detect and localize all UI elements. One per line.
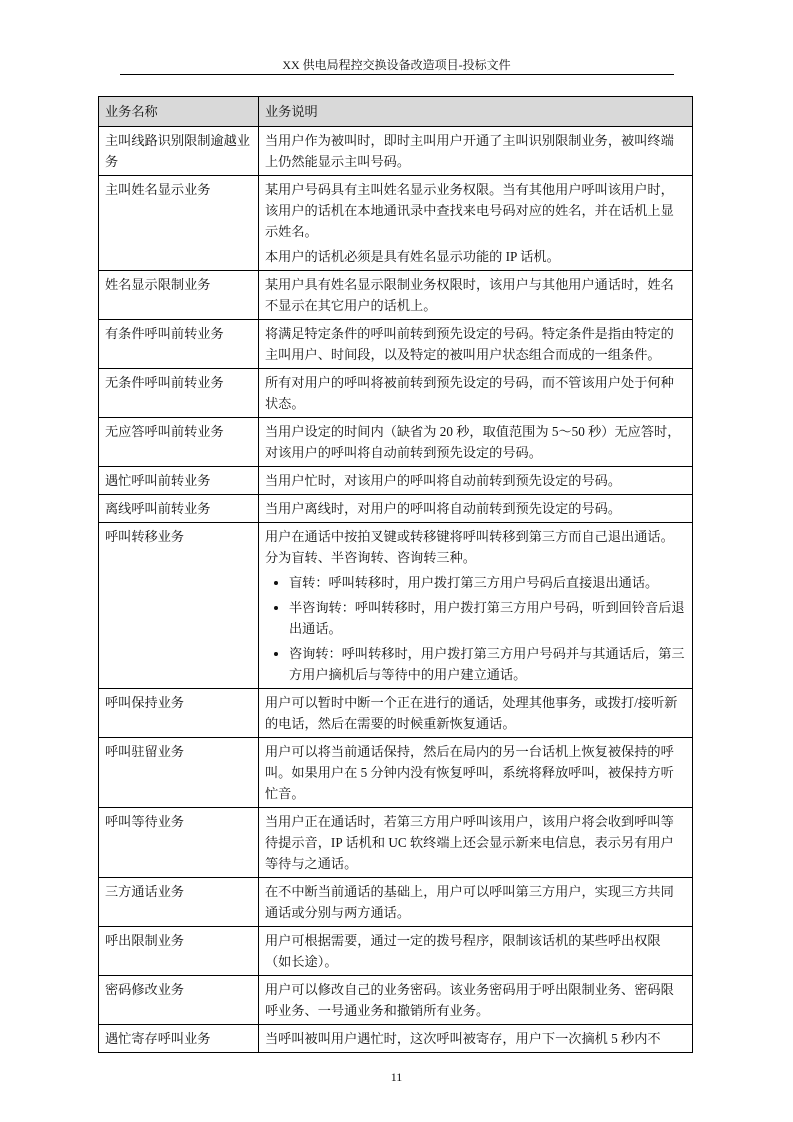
description-paragraph: 用户可以将当前通话保持，然后在局内的另一台话机上恢复被保持的呼叫。如果用户在 5 分钟内没有恢复呼叫，系统将释放呼叫，被保持方听忙音。 bbox=[265, 744, 674, 801]
description-paragraph: 用户可以暂时中断一个正在进行的通话，处理其他事务，或拨打/接听新的电话，然后在需要的时候重新恢复通话。 bbox=[265, 695, 678, 731]
table-row bbox=[99, 738, 693, 808]
description-paragraph: 将满足特定条件的呼叫前转到预先设定的号码。特定条件是指由特定的主叫用户、时间段，以及特定的被叫用户状态组合而成的一组条件。 bbox=[265, 326, 674, 362]
service-description bbox=[259, 495, 693, 523]
service-name: 呼出限制业务 bbox=[99, 927, 259, 976]
service-name: 无条件呼叫前转业务 bbox=[99, 369, 259, 418]
description-paragraph: 当用户忙时，对该用户的呼叫将自动前转到预先设定的号码。 bbox=[265, 473, 622, 488]
description-paragraph: 某用户具有姓名显示限制业务权限时，该用户与其他用户通话时，姓名不显示在其它用户的话机上。 bbox=[265, 277, 674, 313]
table-row bbox=[99, 369, 693, 418]
service-name: 姓名显示限制业务 bbox=[99, 271, 259, 320]
service-description bbox=[259, 1025, 693, 1053]
service-description bbox=[259, 418, 693, 467]
table-row bbox=[99, 523, 693, 689]
service-description bbox=[259, 738, 693, 808]
service-description bbox=[259, 927, 693, 976]
description-paragraph: 当呼叫被叫用户遇忙时，这次呼叫被寄存，用户下一次摘机 5 秒内不 bbox=[265, 1031, 661, 1046]
bullet-list bbox=[265, 572, 686, 685]
service-description bbox=[259, 878, 693, 927]
description-paragraph: 某用户号码具有主叫姓名显示业务权限。当有其他用户呼叫该用户时，该用户的话机在本地通讯录中查找来电号码对应的姓名，并在话机上显示姓名。 bbox=[265, 182, 674, 239]
service-name: 离线呼叫前转业务 bbox=[99, 495, 259, 523]
service-name: 呼叫保持业务 bbox=[99, 689, 259, 738]
service-name: 主叫线路识别限制逾越业务 bbox=[99, 127, 259, 176]
table-row bbox=[99, 176, 693, 271]
table-row bbox=[99, 927, 693, 976]
service-name: 密码修改业务 bbox=[99, 976, 259, 1025]
description-paragraph: 用户在通话中按拍叉键或转移键将呼叫转移到第三方而自己退出通话。分为盲转、半咨询转、咨询转三种。 bbox=[265, 529, 674, 565]
description-paragraph: 所有对用户的呼叫将被前转到预先设定的号码，而不管该用户处于何种状态。 bbox=[265, 375, 674, 411]
table-row bbox=[99, 495, 693, 523]
service-name: 有条件呼叫前转业务 bbox=[99, 320, 259, 369]
description-paragraph: 当用户正在通话时，若第三方用户呼叫该用户，该用户将会收到呼叫等待提示音，IP 话机和 UC 软终端上还会显示新来电信息，表示另有用户等待与之通话。 bbox=[265, 814, 674, 871]
service-name: 无应答呼叫前转业务 bbox=[99, 418, 259, 467]
service-name: 呼叫转移业务 bbox=[99, 523, 259, 689]
description-paragraph: 用户可以修改自己的业务密码。该业务密码用于呼出限制业务、密码限呼业务、一号通业务和撤销所有业务。 bbox=[265, 982, 674, 1018]
service-name: 遇忙呼叫前转业务 bbox=[99, 467, 259, 495]
service-name: 呼叫等待业务 bbox=[99, 808, 259, 878]
service-description bbox=[259, 808, 693, 878]
description-paragraph: 当用户离线时，对用户的呼叫将自动前转到预先设定的号码。 bbox=[265, 501, 622, 516]
service-description bbox=[259, 467, 693, 495]
description-paragraph: 本用户的话机必须是具有姓名显示功能的 IP 话机。 bbox=[265, 249, 560, 264]
description-paragraph: 当用户设定的时间内（缺省为 20 秒，取值范围为 5～50 秒）无应答时，对该用户的呼叫将自动前转到预先设定的号码。 bbox=[265, 424, 681, 460]
table-row bbox=[99, 467, 693, 495]
table-body bbox=[99, 127, 693, 1053]
table-row bbox=[99, 320, 693, 369]
column-header-description: 业务说明 bbox=[259, 97, 693, 127]
header-rule bbox=[120, 74, 674, 75]
service-description bbox=[259, 523, 693, 689]
service-description bbox=[259, 127, 693, 176]
table-row bbox=[99, 418, 693, 467]
description-paragraph: 在不中断当前通话的基础上，用户可以呼叫第三方用户，实现三方共同通话或分别与两方通话。 bbox=[265, 884, 674, 920]
table-row bbox=[99, 127, 693, 176]
description-paragraph: 当用户作为被叫时，即时主叫用户开通了主叫识别限制业务，被叫终端上仍然能显示主叫号码。 bbox=[265, 133, 674, 169]
table-row bbox=[99, 689, 693, 738]
table-row bbox=[99, 878, 693, 927]
service-name: 三方通话业务 bbox=[99, 878, 259, 927]
column-header-name: 业务名称 bbox=[99, 97, 259, 127]
bullet-item: • 半咨询转：呼叫转移时，用户拨打第三方用户号码，听到回铃音后退出通话。 bbox=[289, 597, 686, 639]
service-table bbox=[98, 96, 693, 1053]
table-row bbox=[99, 808, 693, 878]
service-description bbox=[259, 369, 693, 418]
bullet-item: • 盲转：呼叫转移时，用户拨打第三方用户号码后直接退出通话。 bbox=[289, 572, 686, 593]
service-name: 主叫姓名显示业务 bbox=[99, 176, 259, 271]
page-header-title: XX 供电局程控交换设备改造项目-投标文件 bbox=[282, 58, 511, 72]
service-name: 呼叫驻留业务 bbox=[99, 738, 259, 808]
service-description bbox=[259, 976, 693, 1025]
table-row bbox=[99, 271, 693, 320]
service-name: 遇忙寄存呼叫业务 bbox=[99, 1025, 259, 1053]
service-description bbox=[259, 689, 693, 738]
service-description bbox=[259, 176, 693, 271]
page-number: 11 bbox=[390, 1070, 403, 1084]
table-row bbox=[99, 1025, 693, 1053]
service-description bbox=[259, 320, 693, 369]
service-description bbox=[259, 271, 693, 320]
table-row bbox=[99, 976, 693, 1025]
bullet-item: • 咨询转：呼叫转移时，用户拨打第三方用户号码并与其通话后，第三方用户摘机后与等待中的用户建立通话。 bbox=[289, 643, 686, 685]
table-header-row bbox=[99, 97, 693, 127]
description-paragraph: 用户可根据需要，通过一定的拨号程序，限制该话机的某些呼出权限（如长途）。 bbox=[265, 933, 661, 969]
